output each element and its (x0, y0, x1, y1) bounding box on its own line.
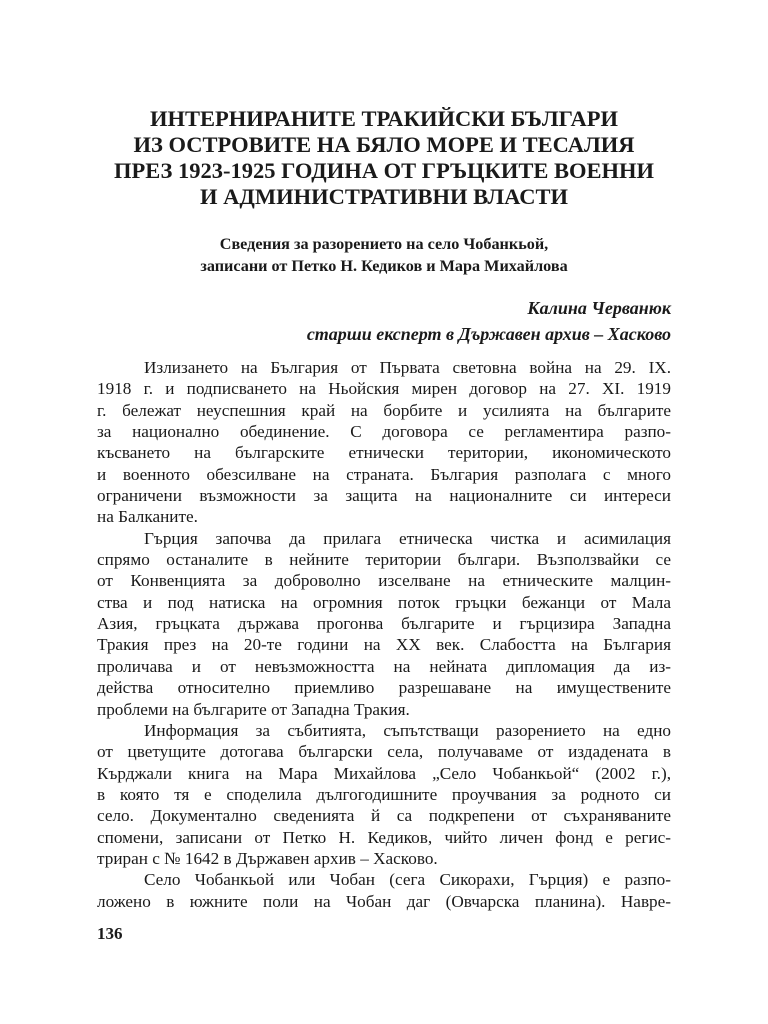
body-line: Азия, гръцката държава прогонва българите и гърцизира Западна (97, 614, 671, 634)
body-line: ства и под натиска на огромния поток гръцки бежанци от Мала (97, 592, 671, 612)
body-line: спрямо останалите в нейните територии българи. Възползвайки се (97, 550, 671, 570)
body-line: за национално обединение. С договора се регламентира разпо- (97, 422, 671, 442)
body-line: Кърджали книга на Мара Михайлова „Село Чобанкьой“ (2002 г.), (97, 763, 671, 783)
article-body (97, 357, 671, 912)
body-line: ограничени възможности за защита на националните си интереси (97, 486, 671, 506)
body-line: и военното обезсилване на страната. България разполага с много (97, 464, 671, 484)
body-line: г. бележат неуспешния край на борбите и усилията на българите (97, 400, 671, 420)
body-line: в която тя е споделила дългогодишните проучвания за родното си (97, 784, 671, 804)
title-line: ИЗ ОСТРОВИТЕ НА БЯЛО МОРЕ И ТЕСАЛИЯ (133, 132, 635, 157)
article-title (97, 106, 671, 210)
page-number: 136 (97, 924, 123, 943)
body-line: на Балканите. (97, 507, 198, 527)
author-position: старши експерт в Държавен архив – Хасково (306, 324, 671, 344)
body-line: Информация за събитията, съпътстващи разорението на едно (144, 720, 671, 740)
body-line: проблеми на българите от Западна Тракия. (97, 699, 410, 719)
body-line: ложено в южните поли на Чобан даг (Овчарска планина). Навре- (97, 891, 671, 911)
author-name: Калина Черванюк (527, 298, 671, 318)
author-block (307, 295, 671, 347)
body-line: село. Документално сведенията й са подкрепени от съхраняваните (97, 806, 671, 826)
body-line: от цветущите дотогава български села, получаваме от издадената в (97, 742, 671, 762)
body-line: от Конвенцията за доброволно изселване на етническите малцин- (97, 571, 671, 591)
body-line: триран с № 1642 в Държавен архив – Хасково. (97, 848, 438, 868)
body-line: действа относително приемливо разрешаване на имуществените (97, 678, 671, 698)
body-line: 1918 г. и подписването на Ньойския мирен договор на 27. XI. 1919 (97, 379, 671, 399)
body-line: Гърция започва да прилага етническа чистка и асимилация (144, 528, 671, 548)
body-line: късването на българските етнически територии, икономическото (97, 443, 671, 463)
subtitle-line: записани от Петко Н. Кедиков и Мара Михайлова (200, 257, 568, 275)
article-subtitle (97, 233, 671, 277)
body-line: Тракия през на 20-те години на XX век. Слабостта на България (97, 635, 671, 655)
body-line: Село Чобанкьой или Чобан (сега Сикорахи, Гърция) е разпо- (144, 870, 671, 890)
body-line: проличава и от невъзможността на нейната дипломация да из- (97, 656, 671, 676)
document-page (97, 0, 671, 1024)
title-line: И АДМИНИСТРАТИВНИ ВЛАСТИ (200, 184, 568, 209)
title-line: ПРЕЗ 1923-1925 ГОДИНА ОТ ГРЪЦКИТЕ ВОЕННИ (113, 158, 655, 183)
title-line: ИНТЕРНИРАНИТЕ ТРАКИЙСКИ БЪЛГАРИ (149, 106, 618, 131)
body-line: спомени, записани от Петко Н. Кедиков, чийто личен фонд е регис- (97, 827, 671, 847)
body-line: Излизането на България от Първата световна война на 29. IX. (144, 358, 671, 377)
subtitle-line: Сведения за разорението на село Чобанкьой, (219, 235, 549, 253)
